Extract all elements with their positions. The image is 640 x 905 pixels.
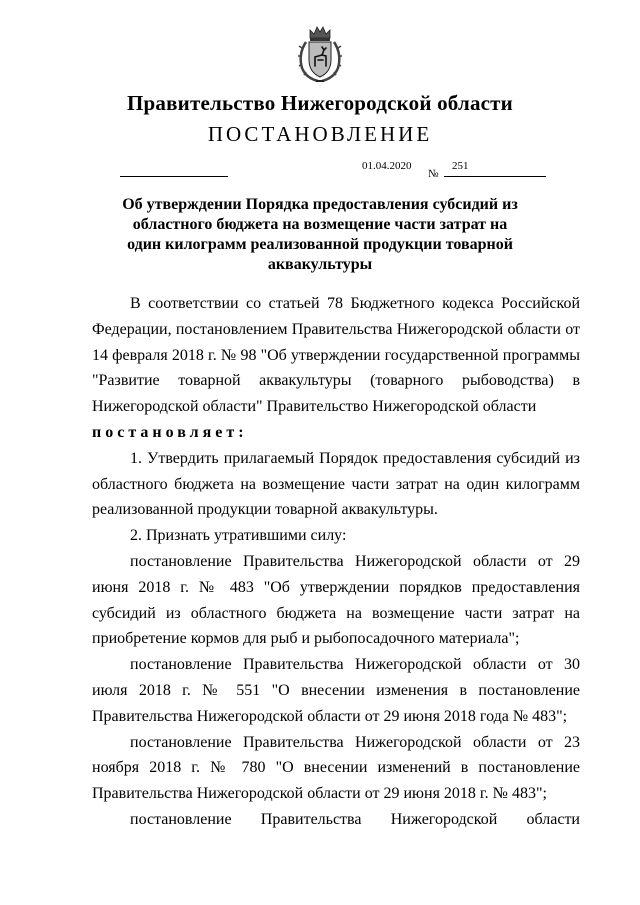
repealed-item-1: постановление Правительства Нижегородской области от 29 июня 2018 г. № 483 "Об утверждении порядков предоставления субсидий из областного бюджета на возмещение части затрат на приобретение кормов для рыб и рыбопосадочного материала"; [92,552,580,648]
document-subject: Об утверждении Порядка предоставления субсидий из областного бюджета на возмещение части затрат на один килограмм реализованной продукции товарной аквакультуры [122,196,518,273]
document-date: 01.04.2020 [362,160,412,172]
item-2-paragraph: 2. Признать утратившими силу: [130,527,347,545]
repealed-item-2: постановление Правительства Нижегородской области от 30 июля 2018 г. № 551 "О внесении изменения в постановление Правительства Нижегородской области от 29 июня 2018 года № 483"; [92,656,580,725]
document-number: 251 [452,160,469,172]
government-title: Правительство Нижегородской области [127,91,513,115]
document-type: ПОСТАНОВЛЕНИЕ [207,122,433,146]
item-1-paragraph: 1. Утвердить прилагаемый Порядок предоставления субсидий из областного бюджета на возмещение части затрат на один килограмм реализованной продукции товарной аквакультуры. [92,449,580,519]
repealed-item-4: постановление Правительства Нижегородской области [130,810,580,828]
blank-line-left [120,176,228,177]
resolves-paragraph [92,420,580,446]
repealed-item-3: постановление Правительства Нижегородской области от 23 ноября 2018 г. № 780 "О внесении изменений в постановление Правительства Нижегородской области от 29 июня 2018 г. № 483"; [92,733,580,803]
resolves-word: постановляет: [92,423,248,441]
document-body [92,291,580,833]
blank-line-right [444,176,546,177]
coat-of-arms-icon [296,24,344,84]
preamble-paragraph: В соответствии со статьей 78 Бюджетного кодекса Российской Федерации, постановлением Правительства Нижегородской области от 14 февраля 2018 г. № 98 "Об утверждении государственной программы "Развитие товарной аквакультуры (товарного рыбоводства) в Нижегородской области" Правительство Нижегородской области [92,295,580,416]
number-sign: № [428,168,439,180]
